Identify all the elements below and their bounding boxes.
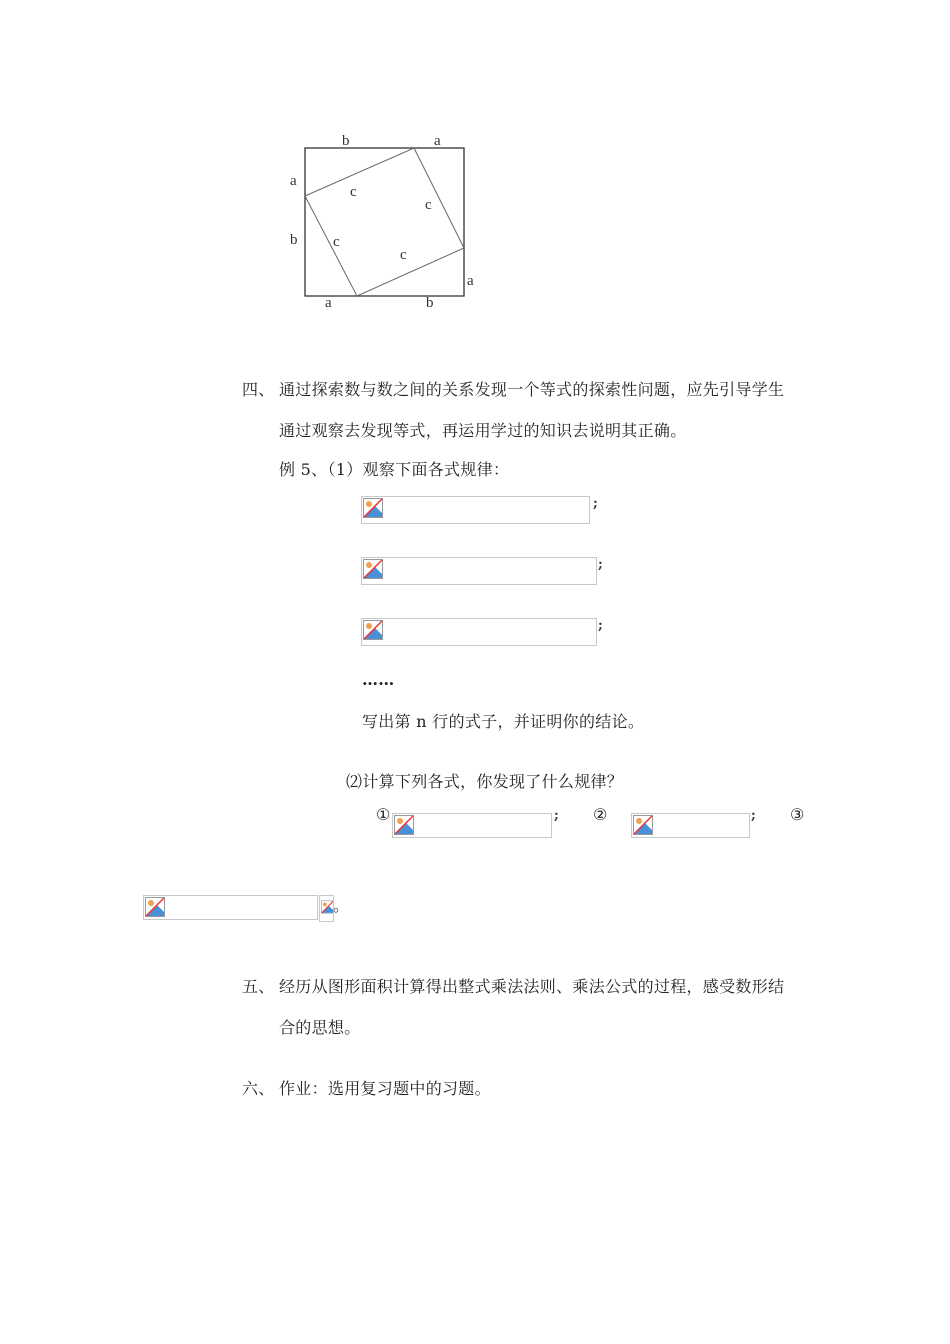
example5-prompt: 写出第 n 行的式子，并证明你的结论。 xyxy=(362,712,645,731)
section5-line1: 经历从图形面积计算得出整式乘法法则、乘法公式的过程，感受数形结 xyxy=(279,977,785,996)
label-c-4: c xyxy=(400,247,407,263)
circle-1: ① xyxy=(376,805,391,824)
section4-line2: 通过观察去发现等式，再运用学过的知识去说明其正确。 xyxy=(279,421,687,440)
calc-image-2 xyxy=(631,813,750,838)
pythagoras-figure xyxy=(280,128,490,318)
broken-image-icon xyxy=(145,897,165,917)
section6-number: 六、 xyxy=(242,1079,275,1098)
circle-3: ③ xyxy=(790,805,805,824)
broken-image-icon xyxy=(394,815,414,835)
inner-square xyxy=(305,148,464,296)
section5-number: 五、 xyxy=(242,977,275,996)
calc-image-1 xyxy=(392,813,552,838)
broken-image-icon xyxy=(363,498,383,518)
label-top-b: b xyxy=(342,133,350,149)
ellipsis: …… xyxy=(362,670,395,689)
sep-4: ; xyxy=(554,808,559,823)
outer-square xyxy=(305,148,464,296)
label-bottom-b: b xyxy=(426,295,434,311)
calc-image-4 xyxy=(319,895,334,922)
broken-image-icon xyxy=(633,815,653,835)
equation-image-1 xyxy=(361,496,590,524)
label-left-b: b xyxy=(290,232,298,248)
broken-image-icon xyxy=(363,559,383,579)
section5-line2: 合的思想。 xyxy=(279,1018,361,1037)
equation-image-2 xyxy=(361,557,597,585)
example5-part2: ⑵计算下列各式，你发现了什么规律？ xyxy=(346,772,624,791)
label-top-a: a xyxy=(434,133,441,149)
label-right-a: a xyxy=(467,273,474,289)
calc-image-3 xyxy=(143,895,318,920)
sep-2: ; xyxy=(598,557,603,572)
example5-title: 例 5、（1）观察下面各式规律： xyxy=(279,460,510,479)
equation-image-3 xyxy=(361,618,597,646)
label-c-2: c xyxy=(425,197,432,213)
figure-lines xyxy=(280,128,490,318)
label-c-3: c xyxy=(333,234,340,250)
label-left-a: a xyxy=(290,173,297,189)
sep-3: ; xyxy=(598,618,603,633)
sep-5: ; xyxy=(751,808,756,823)
section4-line1: 通过探索数与数之间的关系发现一个等式的探索性问题，应先引导学生 xyxy=(279,380,785,399)
section6-line1: 作业：选用复习题中的习题。 xyxy=(279,1079,491,1098)
sep-1: ; xyxy=(593,496,598,511)
label-bottom-a: a xyxy=(325,295,332,311)
broken-image-icon xyxy=(363,620,383,640)
label-c-1: c xyxy=(350,184,357,200)
section4-number: 四、 xyxy=(242,380,275,399)
circle-2: ② xyxy=(593,805,608,824)
end-period: 。 xyxy=(333,896,350,915)
